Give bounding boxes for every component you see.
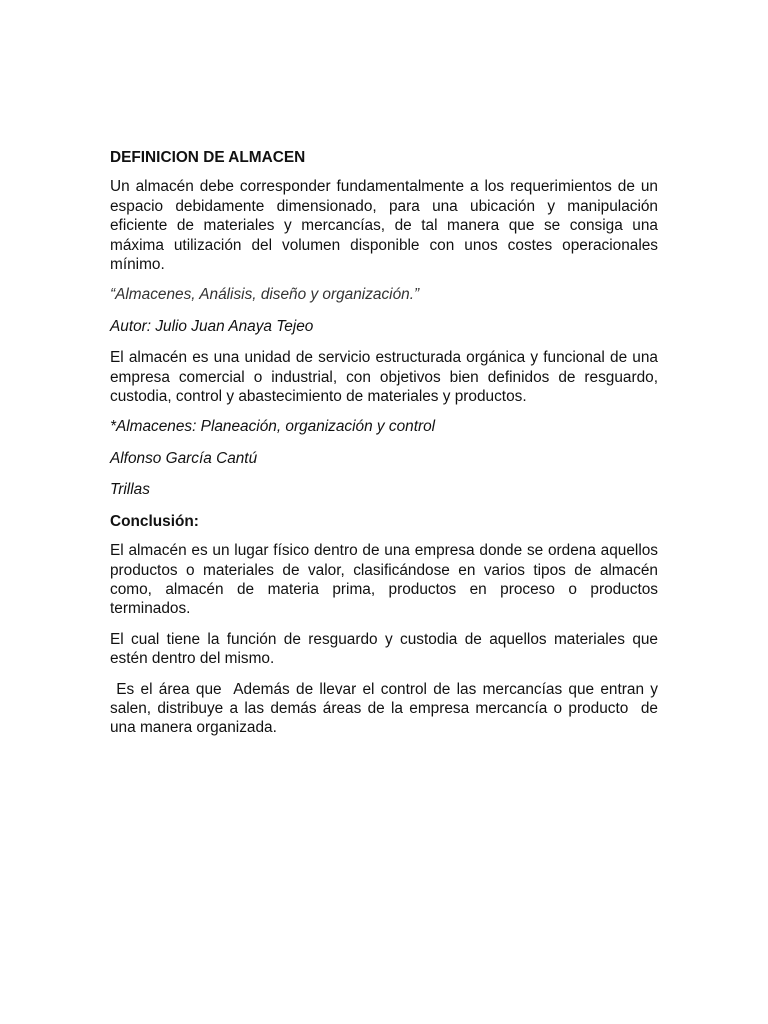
citation-publisher-2: Trillas: [110, 481, 150, 499]
citation-author-1: Autor: Julio Juan Anaya Tejeo: [110, 317, 314, 335]
conclusion-heading: Conclusión:: [110, 512, 199, 530]
citation-title-2: *Almacenes: Planeación, organización y control: [110, 418, 436, 436]
definition-paragraph-2: El almacén es una unidad de servicio estructurada orgánica y funcional de una empresa comercial o industrial, con objetivos bien definidos de resguardo, custodia, control y abastecimiento de materiales y productos.: [110, 349, 658, 406]
document-body: [110, 148, 663, 749]
conclusion-paragraph-1: El almacén es un lugar físico dentro de una empresa donde se ordena aquellos productos o materiales de valor, clasificándose en varios tipos de almacén como, almacén de materia prima, productos en proceso o productos terminados.: [110, 542, 658, 618]
conclusion-paragraph-3: Es el área que Además de llevar el control de las mercancías que entran y salen, distribuye a las demás áreas de la empresa mercancía o producto de una manera organizada.: [110, 680, 663, 737]
definition-paragraph-1: Un almacén debe corresponder fundamentalmente a los requerimientos de un espacio debidamente dimensionado, para una ubicación y manipulación eficiente de materiales y mercancías, de tal manera que se consiga una máxima utilización del volumen disponible con unos costes operacionales mínimo.: [110, 178, 658, 274]
conclusion-paragraph-2: El cual tiene la función de resguardo y custodia de aquellos materiales que estén dentro del mismo.: [110, 630, 658, 668]
document-title: DEFINICION DE ALMACEN: [110, 149, 306, 166]
citation-author-2: Alfonso García Cantú: [110, 449, 258, 467]
citation-title-1: “Almacenes, Análisis, diseño y organización.”: [110, 286, 420, 304]
